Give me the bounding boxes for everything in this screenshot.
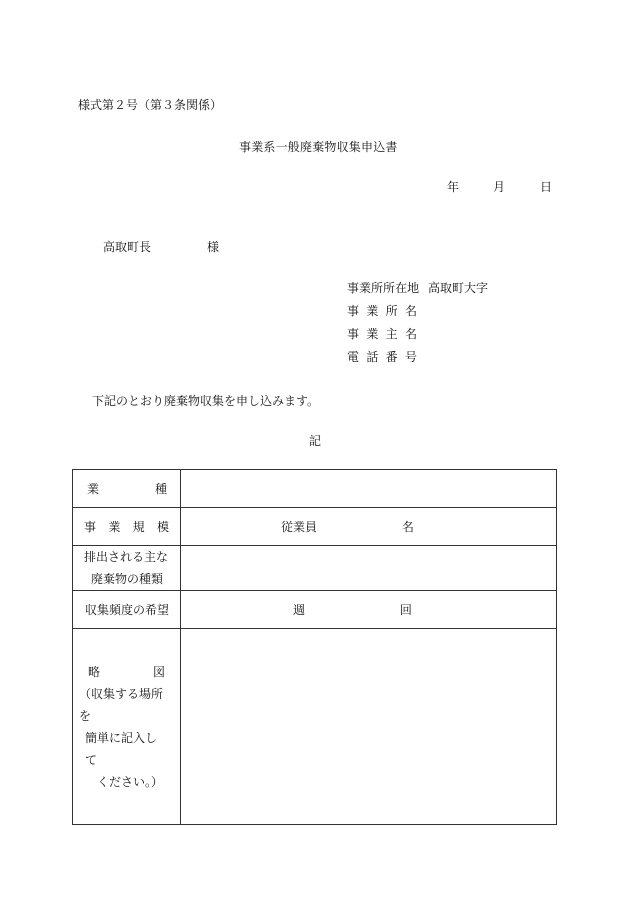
applicant-name-row [347,302,417,319]
addressee-honorific: 様 [207,240,220,254]
industry-label: 業 種 [73,470,181,508]
application-statement: 下記のとおり廃棄物収集を申し込みます。 [92,394,320,408]
frequency-field[interactable] [181,591,557,629]
waste-type-row [73,546,557,591]
document-title: 事業系一般廃棄物収集申込書 [239,140,398,154]
sketch-label: 略 図 （収集する場所を 簡単に記入して ください。） [73,629,181,825]
frequency-label: 収集頻度の希望 [73,591,181,629]
date-month-label: 月 [493,180,506,194]
scale-label: 事 業 規 模 [73,508,181,546]
applicant-phone-label: 電 話 番 号 [347,350,417,364]
frequency-week: 週 [293,603,306,617]
waste-type-field[interactable] [181,546,557,591]
industry-field[interactable] [181,470,557,508]
frequency-row [73,591,557,629]
date-year-label: 年 [447,180,460,194]
applicant-location-value: 高取町大字 [428,281,489,295]
applicant-location-row [347,279,488,296]
addressee-name: 高取町長 [103,240,152,254]
industry-row [73,470,557,508]
applicant-location-label: 事 業 所 所 在 地 [347,281,420,295]
application-table [72,469,557,825]
applicant-owner-row [347,325,417,342]
employees-label: 従業員 [281,520,318,534]
applicant-phone-row [347,348,417,365]
ki-heading: 記 [309,434,322,448]
sketch-row [73,629,557,825]
applicant-name-label: 事 業 所 名 [347,304,417,318]
sketch-field[interactable] [181,629,557,825]
employees-unit: 名 [401,520,414,534]
form-id: 様式第２号（第３条関係） [78,98,223,112]
applicant-owner-label: 事 業 主 名 [347,327,417,341]
scale-row [73,508,557,546]
waste-type-label: 排出される主な 廃棄物の種類 [73,546,181,591]
frequency-times: 回 [399,603,412,617]
date-day-label: 日 [540,180,553,194]
employee-count-field[interactable] [181,508,557,546]
